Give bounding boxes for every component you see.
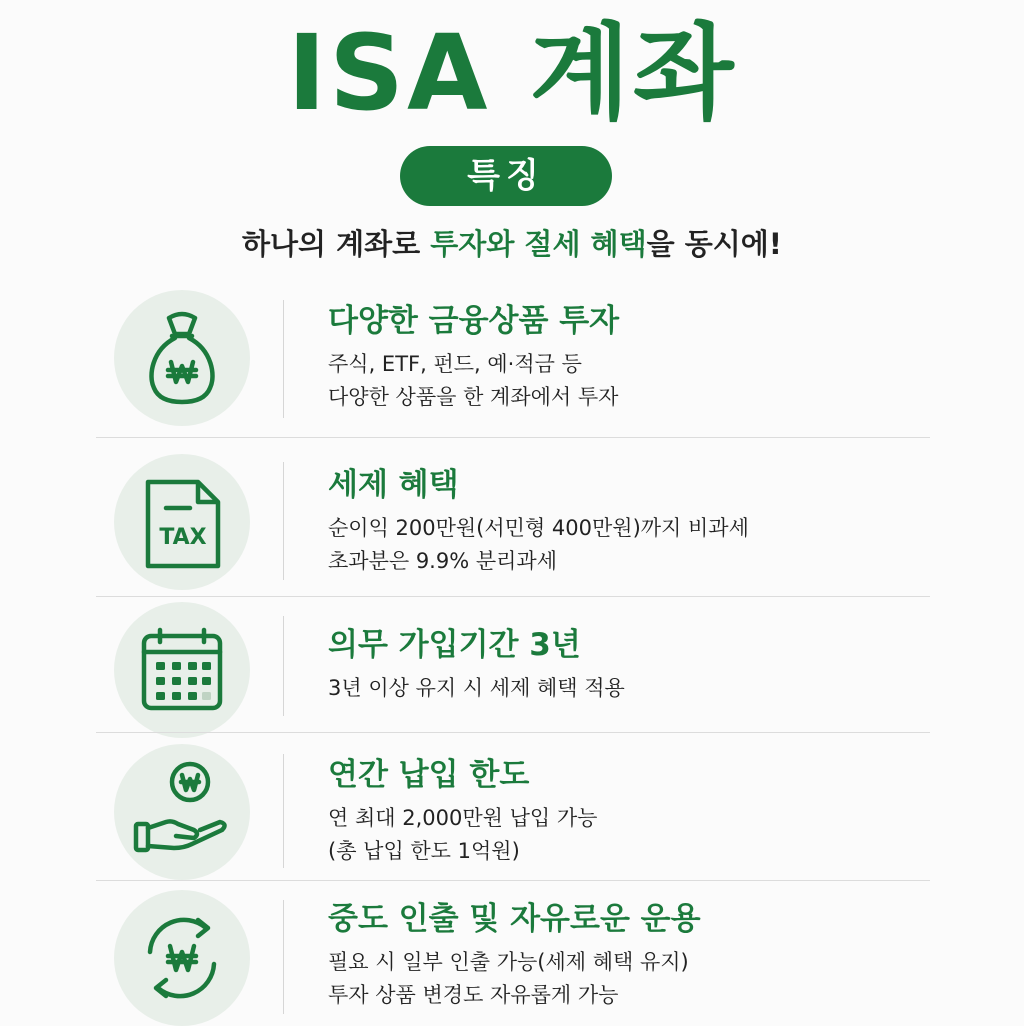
cycle-won-icon: [114, 890, 250, 1026]
row-divider: [96, 596, 930, 597]
features-badge: 특징: [400, 146, 612, 206]
feature-row-tax: [96, 448, 930, 594]
row-divider: [96, 732, 930, 733]
row-divider: [96, 437, 930, 438]
subtitle-pre: 하나의 계좌로: [242, 227, 431, 261]
feature-title: 다양한 금융상품 투자: [328, 303, 620, 339]
calendar-icon: [114, 602, 250, 738]
subtitle-highlight: 투자와 절세 혜택: [430, 227, 647, 261]
feature-title: 연간 납입 한도: [328, 757, 530, 793]
feature-desc-line: 3년 이상 유지 시 세제 혜택 적용: [328, 676, 625, 700]
feature-desc-line: 투자 상품 변경도 자유롭게 가능: [328, 983, 619, 1007]
page-title: ISA 계좌: [287, 12, 737, 134]
feature-row-period: [96, 606, 930, 730]
feature-desc-line: 주식, ETF, 펀드, 예·적금 등: [328, 352, 582, 376]
feature-desc-line: 연 최대 2,000만원 납입 가능: [328, 806, 598, 830]
subtitle: [0, 224, 1024, 264]
tax-label: TAX: [159, 525, 207, 550]
feature-desc-line: 필요 시 일부 인출 가능(세제 혜택 유지): [328, 950, 689, 974]
money-bag-icon: [114, 290, 250, 426]
row-divider: [96, 880, 930, 881]
feature-title: 세제 혜택: [328, 467, 459, 503]
feature-row-limit: [96, 742, 930, 878]
feature-title: 중도 인출 및 자유로운 운용: [328, 901, 701, 937]
feature-row-withdrawal: [96, 890, 930, 1024]
feature-desc-line: 다양한 상품을 한 계좌에서 투자: [328, 385, 619, 409]
feature-title: 의무 가입기간 3년: [328, 627, 581, 663]
feature-row-investment: [96, 286, 930, 436]
tax-document-icon: [114, 454, 250, 590]
feature-desc-line: (총 납입 한도 1억원): [328, 839, 520, 863]
feature-desc-line: 초과분은 9.9% 분리과세: [328, 549, 557, 573]
subtitle-post: 을 동시에!: [646, 227, 782, 261]
hand-coin-icon: [114, 744, 250, 880]
feature-desc-line: 순이익 200만원(서민형 400만원)까지 비과세: [328, 516, 749, 540]
